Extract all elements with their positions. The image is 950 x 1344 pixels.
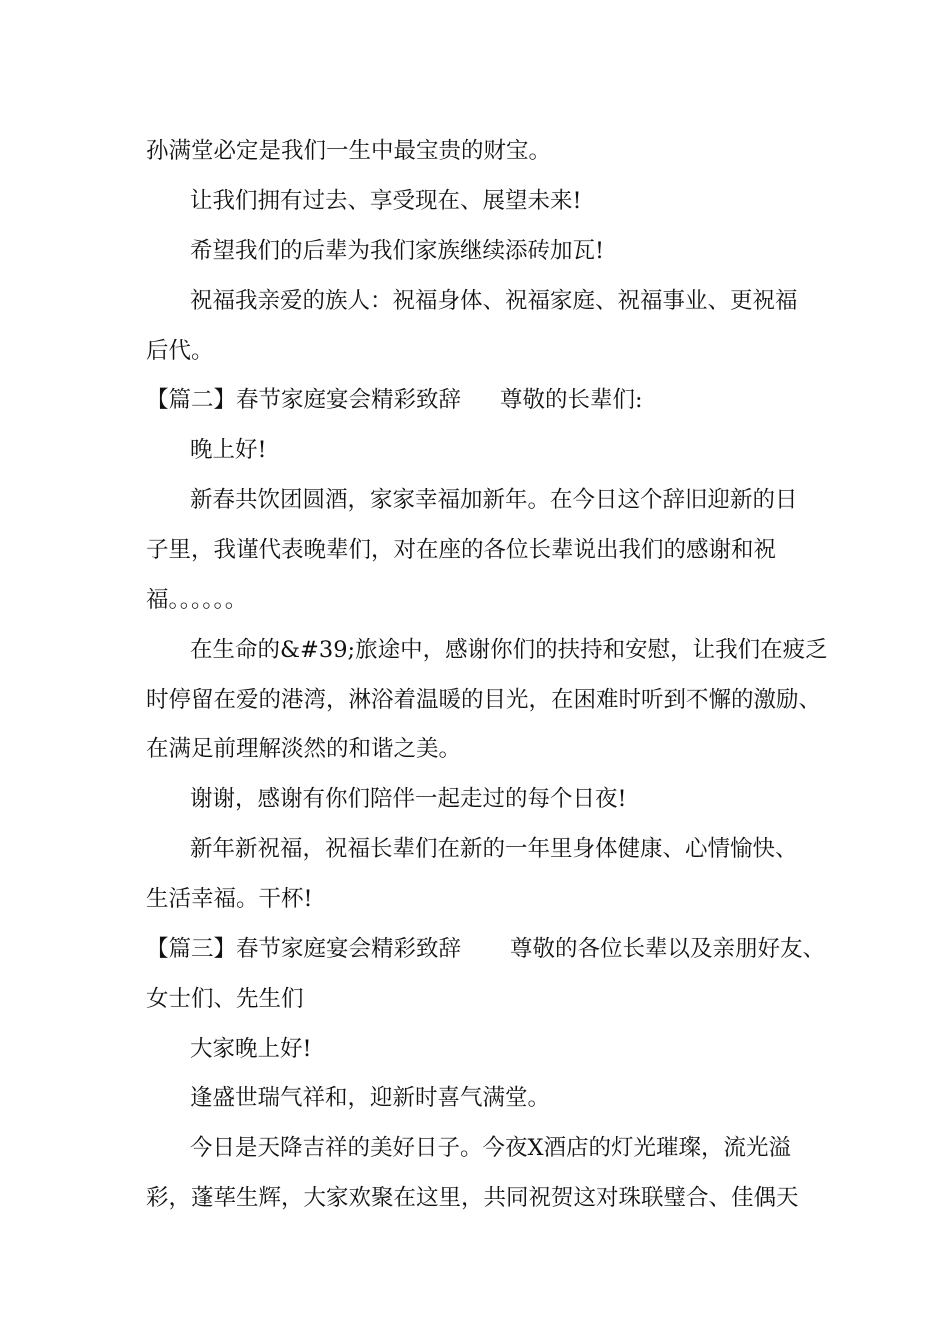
text-line bbox=[0, 630, 950, 670]
text-line bbox=[0, 580, 950, 620]
text-line bbox=[0, 979, 950, 1019]
text-line bbox=[0, 1078, 950, 1118]
paragraph-text: 在生命的&#39;旅途中，感谢你们的扶持和安慰，让我们在疲乏 bbox=[190, 637, 828, 663]
text-line bbox=[0, 879, 950, 919]
text-line bbox=[0, 480, 950, 520]
paragraph-text: 希望我们的后辈为我们家族继续添砖加瓦! bbox=[190, 238, 605, 264]
paragraph-text: 让我们拥有过去、享受现在、展望未来! bbox=[190, 188, 582, 214]
section-heading: 【篇三】春节家庭宴会精彩致辞 bbox=[146, 936, 462, 962]
paragraph-text: 祝福我亲爱的族人：祝福身体、祝福家庭、祝福事业、更祝福 bbox=[190, 288, 798, 314]
text-line bbox=[0, 680, 950, 720]
text-line bbox=[0, 331, 950, 371]
text-line bbox=[0, 729, 950, 769]
text-line bbox=[0, 281, 950, 321]
paragraph-text: 新春共饮团圆酒，家家幸福加新年。在今日这个辞旧迎新的日 bbox=[190, 487, 798, 513]
paragraph-text: 谢谢，感谢有你们陪伴一起走过的每个日夜! bbox=[190, 786, 627, 812]
text-line bbox=[0, 131, 950, 171]
text-line bbox=[0, 181, 950, 221]
text-line bbox=[0, 779, 950, 819]
section-heading-line bbox=[0, 380, 950, 420]
text-line bbox=[0, 1029, 950, 1069]
section-heading: 【篇二】春节家庭宴会精彩致辞 bbox=[146, 387, 462, 413]
greeting-text: 晚上好! bbox=[190, 437, 267, 463]
text-line bbox=[0, 829, 950, 869]
paragraph-text: 子里，我谨代表晚辈们，对在座的各位长辈说出我们的感谢和祝 bbox=[146, 537, 777, 563]
paragraph-text: 今日是天降吉祥的美好日子。今夜X酒店的灯光璀璨，流光溢 bbox=[190, 1135, 792, 1161]
paragraph-text: 逢盛世瑞气祥和，迎新时喜气满堂。 bbox=[190, 1085, 551, 1111]
paragraph-text: 新年新祝福，祝福长辈们在新的一年里身体健康、心情愉快、 bbox=[190, 836, 798, 862]
paragraph-text: 孙满堂必定是我们一生中最宝贵的财宝。 bbox=[146, 138, 552, 164]
salutation-text: 尊敬的长辈们: bbox=[500, 387, 643, 413]
text-line bbox=[0, 1128, 950, 1168]
paragraph-text: 福。。。。。。 bbox=[146, 587, 248, 613]
section-heading-line bbox=[0, 929, 950, 969]
salutation-text: 女士们、先生们 bbox=[146, 986, 304, 1012]
text-line bbox=[0, 430, 950, 470]
paragraph-text: 生活幸福。干杯! bbox=[146, 886, 313, 912]
paragraph-text: 在满足前理解淡然的和谐之美。 bbox=[146, 736, 462, 762]
text-line bbox=[0, 530, 950, 570]
greeting-text: 大家晚上好! bbox=[190, 1036, 312, 1062]
salutation-text: 尊敬的各位长辈以及亲朋好友、 bbox=[510, 936, 826, 962]
paragraph-text: 后代。 bbox=[146, 338, 214, 364]
paragraph-text: 时停留在爱的港湾，淋浴着温暖的目光，在困难时听到不懈的激励、 bbox=[146, 687, 822, 713]
text-line bbox=[0, 231, 950, 271]
paragraph-text: 彩，蓬荜生辉，大家欢聚在这里，共同祝贺这对珠联璧合、佳偶天 bbox=[146, 1185, 799, 1211]
text-line bbox=[0, 1178, 950, 1218]
